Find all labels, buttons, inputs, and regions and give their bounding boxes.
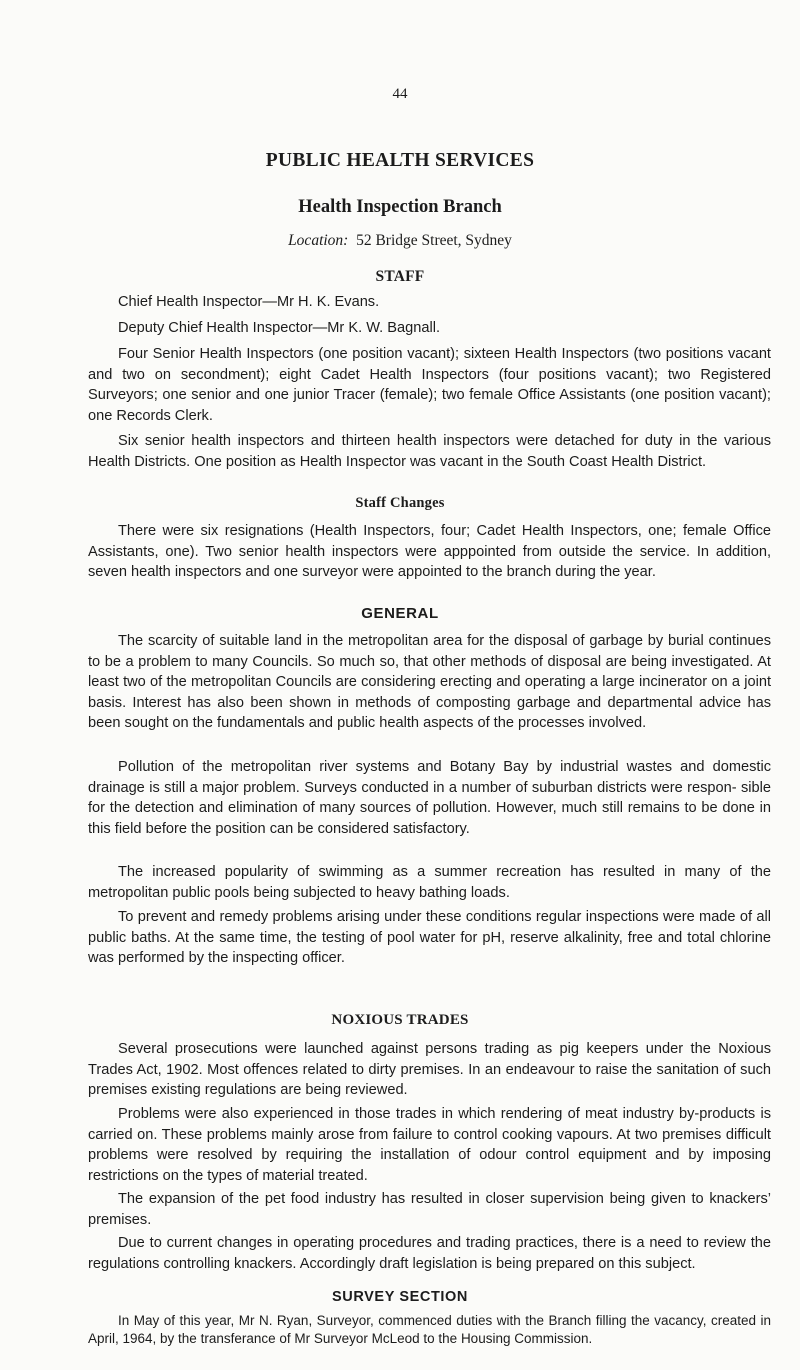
- general-paragraph-3: The increased popularity of swimming as a summer recreation has resulted in many of the metropolitan public pools being subjected to heavy bathing loads.: [88, 864, 771, 901]
- general-paragraph-2: Pollution of the metropolitan river systems and Botany Bay by industrial wastes and domestic drainage is still a major problem. Surveys conducted in a number of suburban districts were respon- sible for the detection and elimination of many sources of pollution. However, much still remains to be done in this field before the position can be considered satisfactory.: [88, 759, 771, 837]
- location-line: [0, 232, 800, 250]
- page-number: 44: [392, 86, 408, 102]
- staff-changes-heading: Staff Changes: [355, 495, 445, 511]
- general-heading: GENERAL: [361, 605, 439, 622]
- general-paragraph-4: To prevent and remedy problems arising under these conditions regular inspections were made of all public baths. At the same time, the testing of pool water for pH, reserve alkalinity, free and total chlorine was performed by the inspecting officer.: [88, 909, 771, 966]
- survey-paragraph-1: In May of this year, Mr N. Ryan, Surveyor, commenced duties with the Branch filling the vacancy, created in April, 1964, by the transferance of Mr Surveyor McLeod to the Housing Commission.: [88, 1313, 771, 1346]
- location-value: 52 Bridge Street, Sydney: [356, 232, 512, 249]
- staff-paragraph-2: Six senior health inspectors and thirteen health inspectors were detached for duty in the various Health Districts. One position as Health Inspector was vacant in the South Coast Health District.: [88, 433, 771, 470]
- noxious-paragraph-3: The expansion of the pet food industry has resulted in closer supervision being given to knackers’ premises.: [88, 1191, 771, 1228]
- page-subtitle: Health Inspection Branch: [298, 197, 502, 217]
- staff-changes-paragraph-1: There were six resignations (Health Inspectors, four; Cadet Health Inspectors, one; female Office Assistants, one). Two senior health inspectors were apppointed from outside the service. In addition, seven health inspectors and one surveyor were appointed to the branch during the year.: [88, 523, 771, 580]
- noxious-paragraph-1: Several prosecutions were launched against persons trading as pig keepers under the Noxious Trades Act, 1902. Most offences related to dirty premises. In an endeavour to raise the sanitation of such premises existing regulations are being reviewed.: [88, 1041, 771, 1098]
- staff-paragraph-1: Four Senior Health Inspectors (one position vacant); sixteen Health Inspectors (two positions vacant and two on secondment); eight Cadet Health Inspectors (four positions vacant); two Registered Surveyors; one senior and one junior Tracer (female); two female Office Assistants (one position vacant); one Records Clerk.: [88, 346, 771, 424]
- staff-deputy: Deputy Chief Health Inspector—Mr K. W. Bagnall.: [118, 320, 441, 336]
- noxious-paragraph-2: Problems were also experienced in those trades in which rendering of meat industry by-products is carried on. These problems mainly arose from failure to control cooking vapours. At two premises difficult problems were resolved by requiring the installation of odour control equipment and by imposing restrictions on the types of material treated.: [88, 1106, 771, 1184]
- location-label: Location:: [288, 232, 349, 249]
- survey-section-heading: SURVEY SECTION: [332, 1289, 468, 1305]
- noxious-paragraph-4: Due to current changes in operating procedures and trading practices, there is a need to review the regulations controlling knackers. Accordingly draft legislation is being prepared on this subject.: [88, 1235, 771, 1272]
- noxious-trades-heading: NOXIOUS TRADES: [331, 1012, 469, 1028]
- page-title: PUBLIC HEALTH SERVICES: [265, 150, 535, 171]
- staff-chief: Chief Health Inspector—Mr H. K. Evans.: [118, 294, 380, 310]
- staff-heading: STAFF: [375, 268, 425, 285]
- general-paragraph-1: The scarcity of suitable land in the metropolitan area for the disposal of garbage by burial continues to be a problem to many Councils. So much so, that other methods of disposal are being investigated. At least two of the metropolitan Councils are considering erecting and operating a large incinerator on a joint basis. Interest has also been shown in methods of composting garbage and departmental advice has been sought on the fundamentals and public health aspects of the processes involved.: [88, 633, 771, 731]
